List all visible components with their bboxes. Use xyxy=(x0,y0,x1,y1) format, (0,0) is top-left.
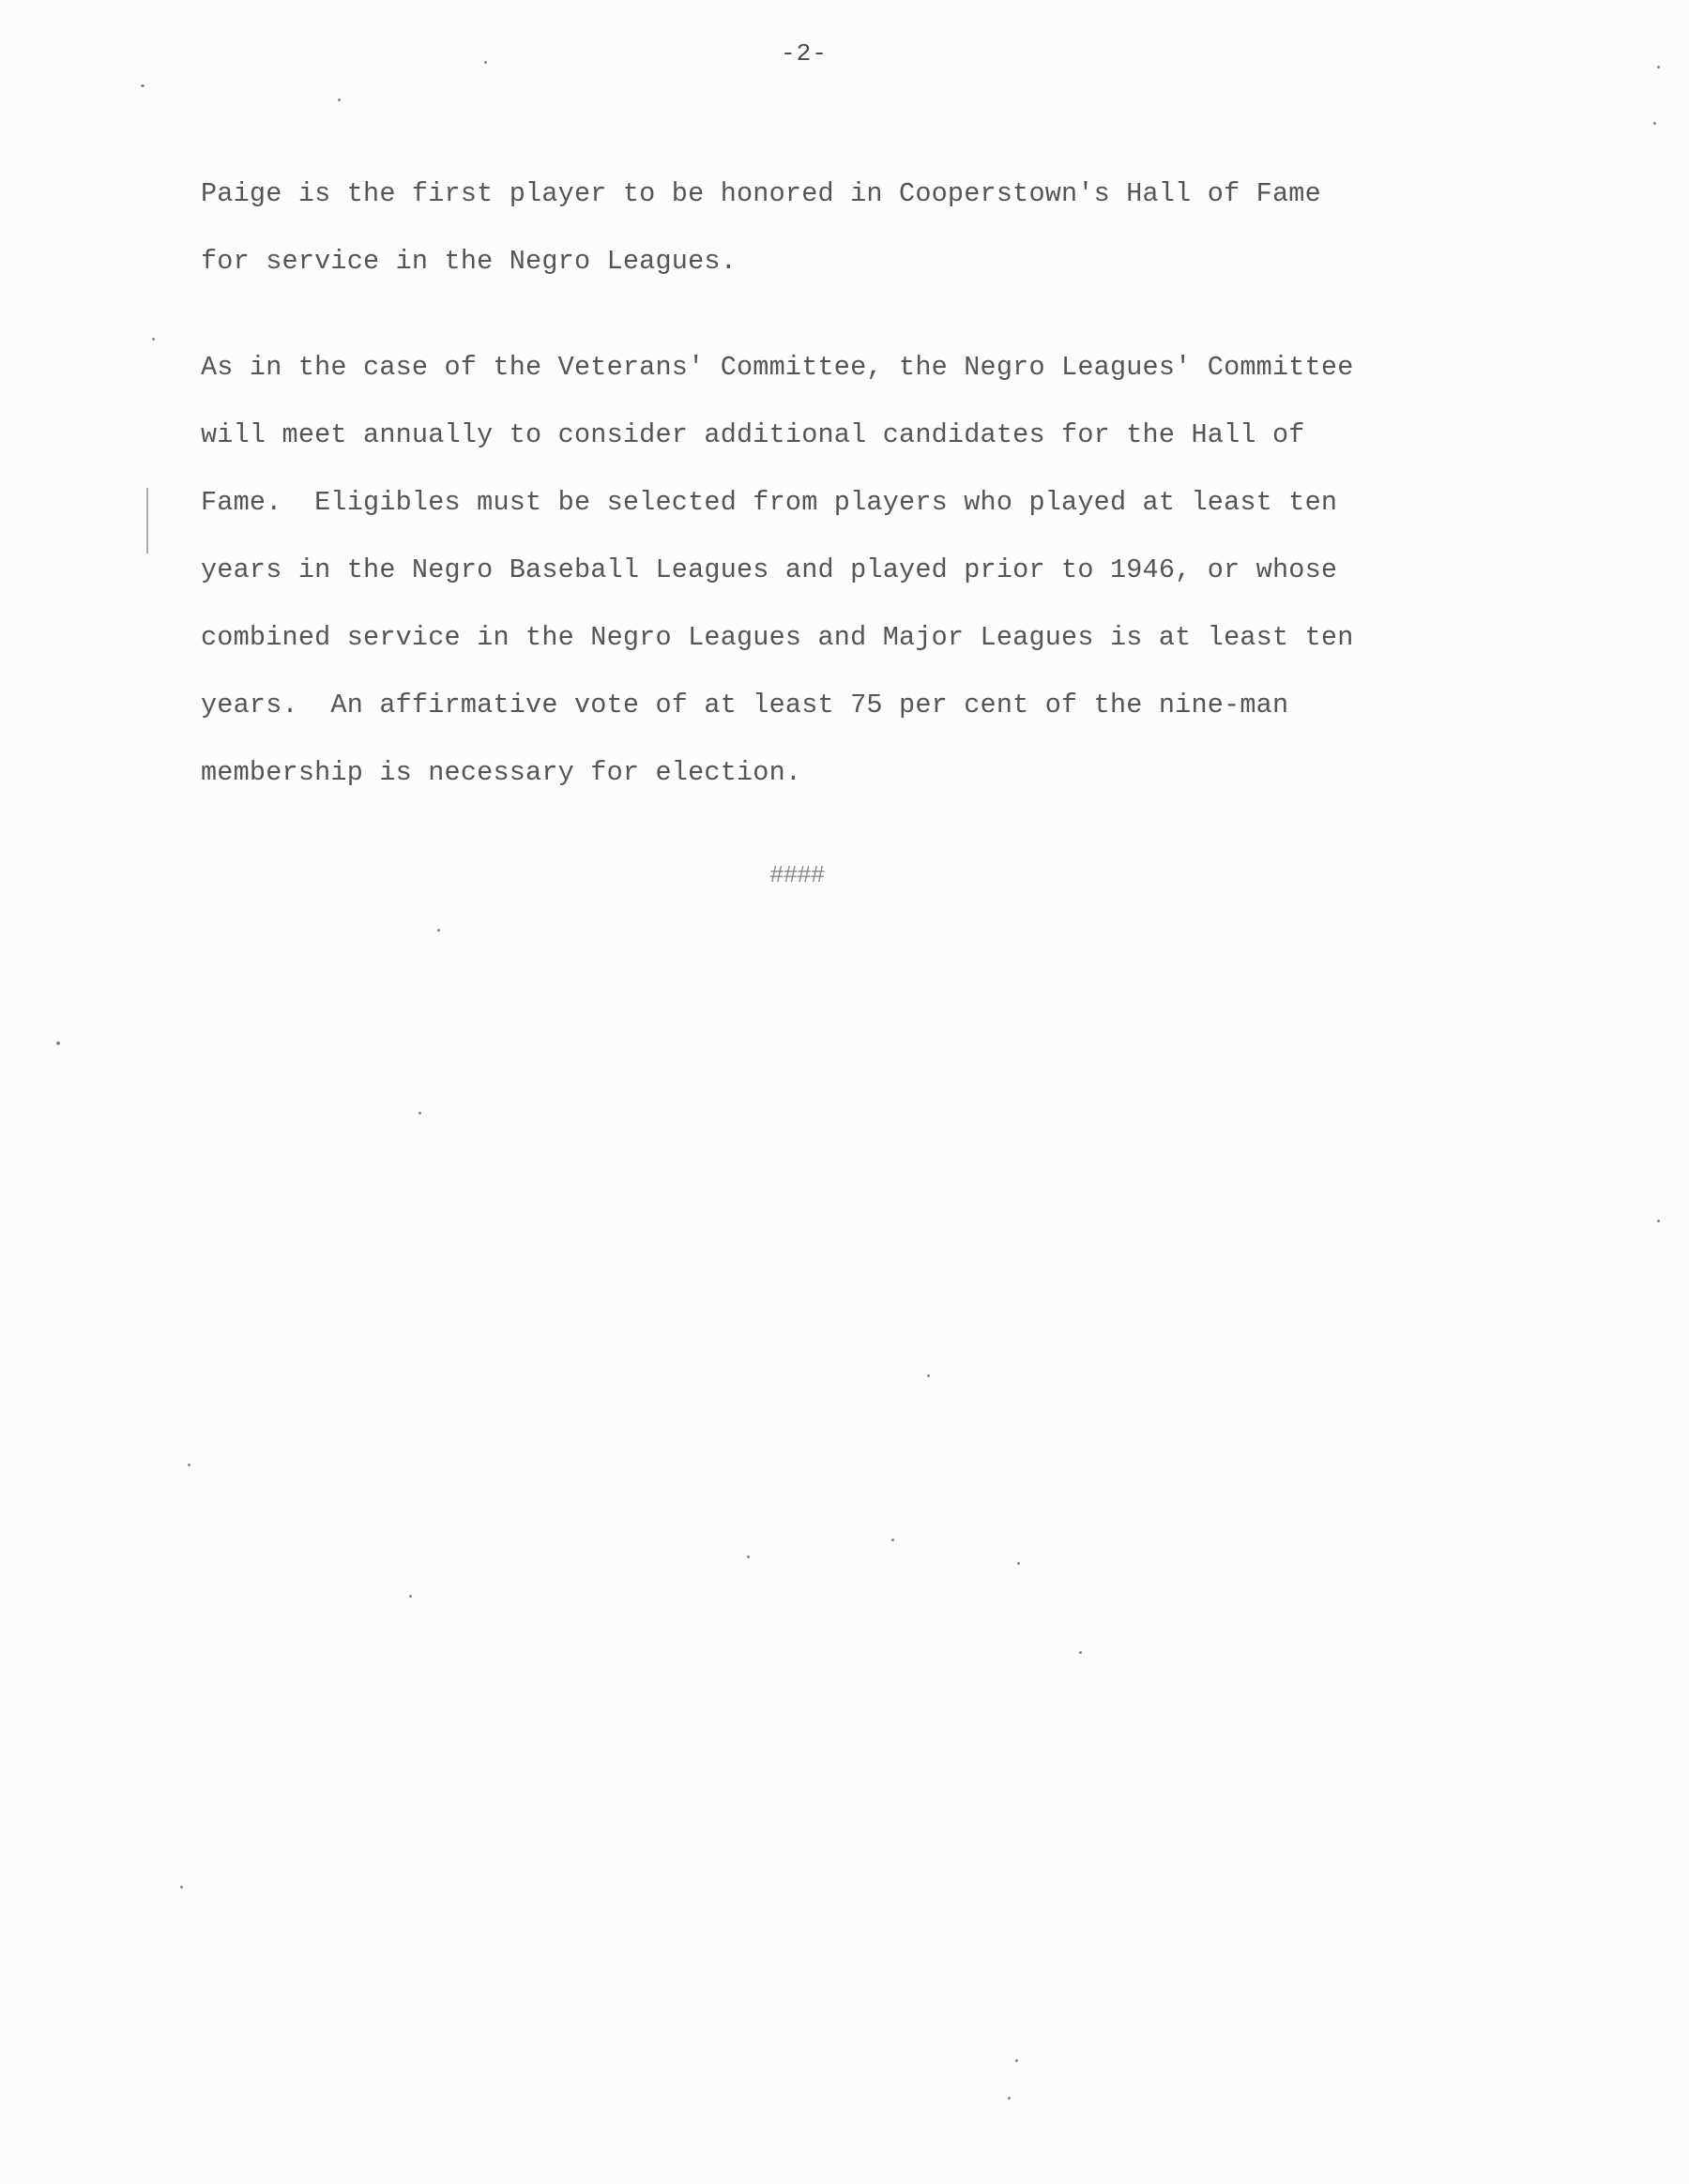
paragraph-1-line-1: Paige is the first player to be honored in Cooperstown's Hall of Fame xyxy=(201,178,1321,209)
scan-speck xyxy=(338,99,341,101)
scan-speck xyxy=(152,338,155,341)
paragraph-2-line-4: years in the Negro Baseball Leagues and played prior to 1946, or whose xyxy=(201,554,1338,585)
page-number: -2- xyxy=(781,39,828,68)
paragraph-2-line-3: Fame. Eligibles must be selected from players who played at least ten xyxy=(201,487,1338,518)
scan-speck xyxy=(409,1595,412,1598)
paragraph-2-line-6: years. An affirmative vote of at least 75 per cent of the nine-man xyxy=(201,690,1289,720)
paragraph-1-line-2: for service in the Negro Leagues. xyxy=(201,246,737,277)
scan-speck xyxy=(747,1555,750,1558)
scan-speck xyxy=(1653,122,1656,125)
paragraph-2-line-7: membership is necessary for election. xyxy=(201,757,802,788)
scan-speck xyxy=(1017,1562,1020,1565)
scan-speck xyxy=(1657,66,1660,68)
scan-speck xyxy=(1015,2059,1018,2062)
scan-speck xyxy=(56,1041,60,1045)
scan-speck xyxy=(418,1112,421,1115)
scan-speck xyxy=(437,929,440,932)
paragraph-2-line-5: combined service in the Negro Leagues and Major Leagues is at least ten xyxy=(201,622,1354,653)
scan-speck xyxy=(180,1886,183,1888)
scan-speck xyxy=(927,1374,930,1377)
paragraph-2-line-1: As in the case of the Veterans' Committee, the Negro Leagues' Committee xyxy=(201,352,1354,383)
scan-speck xyxy=(891,1539,894,1541)
scan-speck xyxy=(141,84,145,87)
margin-mark xyxy=(146,488,148,554)
scan-speck xyxy=(1079,1651,1082,1654)
scan-speck xyxy=(1657,1220,1660,1222)
paragraph-2-line-2: will meet annually to consider additional candidates for the Hall of xyxy=(201,419,1305,450)
scan-speck xyxy=(1008,2097,1011,2100)
end-mark: #### xyxy=(769,861,825,889)
scan-speck xyxy=(484,61,487,64)
scan-speck xyxy=(188,1464,190,1466)
